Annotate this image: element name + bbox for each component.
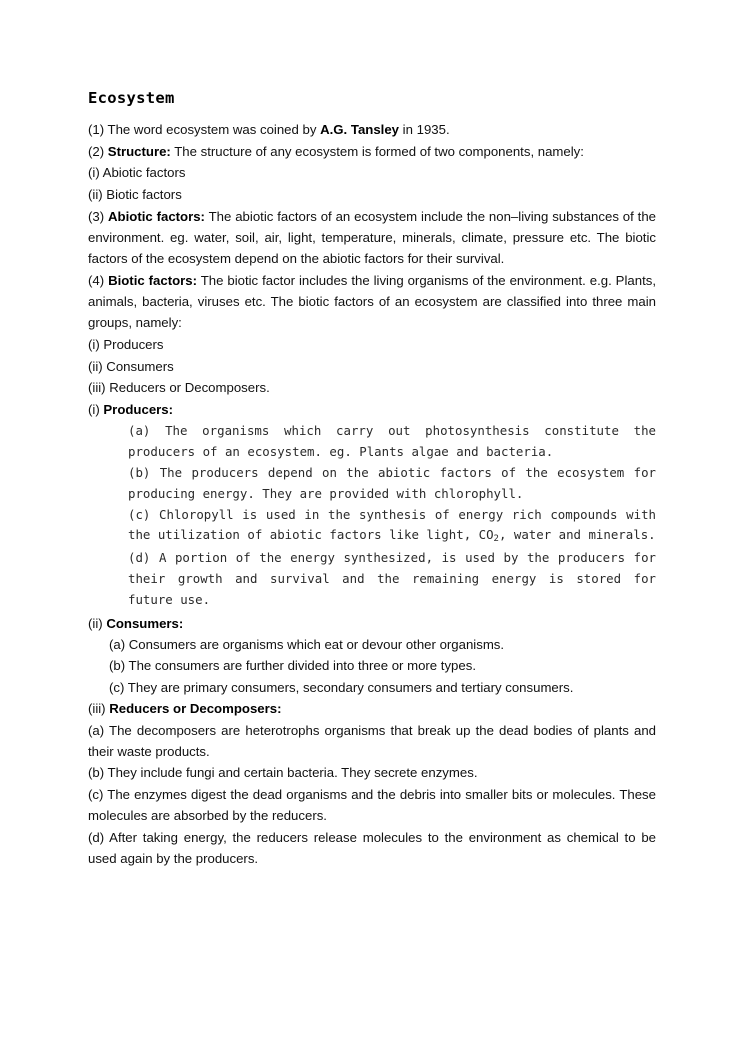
list-item-producers: (i) Producers	[88, 337, 164, 353]
consumers-point-b: (b) The consumers are further divided into three or more types.	[109, 658, 476, 674]
reducers-point-a: (a) The decomposers are heterotrophs organisms that break up the dead bodies of plants and their waste products.	[88, 722, 656, 759]
heading-reducers-label: Reducers or Decomposers:	[109, 700, 282, 716]
heading-producers-prefix: (i)	[88, 402, 104, 418]
reducers-point-c: (c) The enzymes digest the dead organisms and the debris into smaller bits or molecules. These molecules are absorbed by the reducers.	[88, 787, 656, 824]
item-2-suffix: The structure of any ecosystem is formed of two components, namely:	[170, 143, 584, 159]
producers-detail-block	[88, 421, 656, 610]
producers-point-c-after: , water and minerals.	[498, 527, 656, 543]
heading-producers	[88, 399, 656, 420]
reducers-point-b: (b) They include fungi and certain bacteria. They secrete enzymes.	[88, 765, 478, 781]
paragraph-item-2	[88, 141, 656, 162]
heading-reducers-decomposers	[88, 698, 656, 719]
producers-point-d: (d) A portion of the energy synthesized, is used by the producers for their growth and survival and the remaining energy is stored for future use.	[128, 550, 656, 607]
paragraph-item-4	[88, 270, 656, 334]
heading-consumers-label: Consumers:	[106, 615, 184, 631]
list-item-abiotic-factors: (i) Abiotic factors	[88, 165, 186, 181]
item-3-prefix: (3)	[88, 208, 109, 224]
heading-producers-label: Producers:	[103, 402, 174, 418]
page-title: Ecosystem	[88, 89, 175, 107]
co2-subscript: 2	[493, 534, 499, 545]
consumers-point-c: (c) They are primary consumers, secondary consumers and tertiary consumers.	[109, 679, 574, 695]
producers-point-c	[128, 505, 656, 549]
list-item-reducers-decomposers: (iii) Reducers or Decomposers.	[88, 380, 270, 396]
item-2-bold-label: Structure:	[107, 143, 171, 159]
item-1-prefix: (1) The word ecosystem was coined by	[88, 122, 321, 137]
paragraph-item-1	[88, 119, 656, 140]
item-4-bold-label: Biotic factors:	[108, 272, 197, 288]
item-2-prefix: (2)	[88, 143, 108, 159]
list-item-consumers: (ii) Consumers	[88, 358, 174, 374]
producers-point-b: (b) The producers depend on the abiotic factors of the ecosystem for producing energy. They are provided with chlorophyll.	[128, 464, 656, 501]
list-item-biotic-factors: (ii) Biotic factors	[88, 187, 182, 203]
item-1-bold-name: A.G. Tansley	[320, 122, 400, 137]
producers-point-c-before: (c) Chloropyll is used in the synthesis of energy rich compounds with the utilization of abiotic factors like light, CO	[128, 506, 656, 543]
consumers-point-a: (a) Consumers are organisms which eat or devour other organisms.	[109, 637, 505, 653]
reducers-point-d: (d) After taking energy, the reducers release molecules to the environment as chemical to be used again by the producers.	[88, 830, 656, 867]
heading-reducers-prefix: (iii)	[88, 700, 110, 716]
producers-point-a: (a) The organisms which carry out photosynthesis constitute the producers of an ecosystem. eg. Plants algae and bacteria.	[128, 423, 656, 460]
item-4-prefix: (4)	[88, 272, 109, 288]
item-1-suffix: in 1935.	[399, 122, 450, 137]
item-4-suffix: The biotic factor includes the living organisms of the environment. e.g. Plants, animals, bacteria, viruses etc. The biotic factors of an ecosystem are classified into three main groups, namely:	[88, 272, 656, 331]
paragraph-item-3	[88, 206, 656, 270]
heading-consumers-prefix: (ii)	[88, 615, 107, 631]
item-3-bold-label: Abiotic factors:	[108, 208, 205, 224]
document-content	[88, 88, 656, 869]
heading-consumers	[88, 613, 656, 634]
item-3-suffix: The abiotic factors of an ecosystem include the non–living substances of the environment. eg. water, soil, air, light, temperature, minerals, climate, pressure etc. The biotic factors of the ecosystem depend on the abiotic factors for their survival.	[88, 208, 657, 267]
